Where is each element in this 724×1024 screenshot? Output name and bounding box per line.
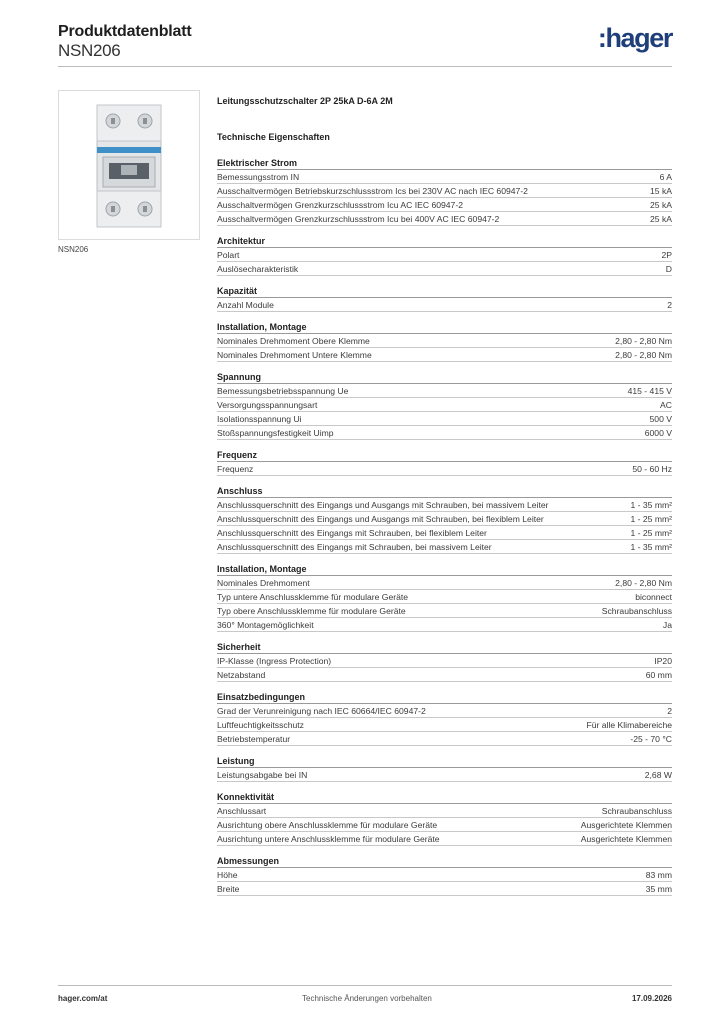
spec-label: Luftfeuchtigkeitsschutz <box>217 720 304 730</box>
spec-row <box>217 348 672 362</box>
spec-value: 2P <box>661 250 672 260</box>
section-title: Architektur <box>217 235 672 248</box>
spec-value: Schraubanschluss <box>601 806 672 816</box>
spec-label: Ausschaltvermögen Grenzkurzschlussstrom Icu bei 400V AC IEC 60947-2 <box>217 214 500 224</box>
header-divider <box>58 66 672 67</box>
spec-value: 1 - 35 mm² <box>630 500 672 510</box>
spec-value: 35 mm <box>645 884 672 894</box>
spec-value: Für alle Klimabereiche <box>586 720 672 730</box>
spec-label: Ausschaltvermögen Grenzkurzschlussstrom Icu AC IEC 60947-2 <box>217 200 463 210</box>
spec-value: -25 - 70 °C <box>630 734 672 744</box>
product-name: Leitungsschutzschalter 2P 25kA D-6A 2M <box>217 96 393 106</box>
spec-row <box>217 718 672 732</box>
circuit-breaker-illustration <box>59 91 199 239</box>
spec-value: 60 mm <box>645 670 672 680</box>
spec-value: 1 - 25 mm² <box>630 514 672 524</box>
spec-row <box>217 832 672 846</box>
spec-row <box>217 668 672 682</box>
spec-value: 6000 V <box>644 428 672 438</box>
spec-label: IP-Klasse (Ingress Protection) <box>217 656 332 666</box>
spec-label: Anzahl Module <box>217 300 274 310</box>
footer-date: 17.09.2026 <box>631 994 672 1003</box>
spec-section <box>217 563 672 632</box>
spec-row <box>217 248 672 262</box>
spec-label: Anschlussquerschnitt des Eingangs mit Schrauben, bei massivem Leiter <box>217 542 492 552</box>
spec-label: Anschlussquerschnitt des Eingangs und Ausgangs mit Schrauben, bei massivem Leiter <box>217 500 549 510</box>
logo-text: hager <box>605 23 672 53</box>
section-title: Sicherheit <box>217 641 672 654</box>
technical-properties-heading: Technische Eigenschaften <box>217 132 330 142</box>
spec-label: Nominales Drehmoment Untere Klemme <box>217 350 372 360</box>
spec-label: Bemessungsstrom IN <box>217 172 300 182</box>
spec-value: 2,80 - 2,80 Nm <box>615 350 672 360</box>
spec-row <box>217 498 672 512</box>
spec-row <box>217 462 672 476</box>
spec-row <box>217 170 672 184</box>
spec-value: 1 - 25 mm² <box>630 528 672 538</box>
spec-section <box>217 285 672 312</box>
spec-value: IP20 <box>654 656 672 666</box>
document-title: Produktdatenblatt <box>58 23 192 40</box>
spec-label: Breite <box>217 884 240 894</box>
spec-value: 50 - 60 Hz <box>632 464 672 474</box>
spec-section <box>217 371 672 440</box>
spec-row <box>217 704 672 718</box>
spec-label: Netzabstand <box>217 670 266 680</box>
spec-label: Anschlussquerschnitt des Eingangs mit Schrauben, bei flexiblem Leiter <box>217 528 487 538</box>
spec-label: Frequenz <box>217 464 254 474</box>
spec-value: 1 - 35 mm² <box>630 542 672 552</box>
spec-section <box>217 235 672 276</box>
spec-label: Anschlussquerschnitt des Eingangs und Ausgangs mit Schrauben, bei flexiblem Leiter <box>217 514 544 524</box>
spec-label: Auslösecharakteristik <box>217 264 299 274</box>
spec-section <box>217 641 672 682</box>
section-title: Anschluss <box>217 485 672 498</box>
spec-value: 25 kA <box>650 214 672 224</box>
spec-value: D <box>665 264 672 274</box>
spec-value: 500 V <box>649 414 672 424</box>
spec-row <box>217 590 672 604</box>
spec-section <box>217 157 672 226</box>
footer-divider <box>58 985 672 986</box>
spec-label: Typ untere Anschlussklemme für modulare Geräte <box>217 592 409 602</box>
image-caption: NSN206 <box>58 245 89 254</box>
spec-label: Höhe <box>217 870 238 880</box>
section-title: Installation, Montage <box>217 321 672 334</box>
spec-value: 6 A <box>659 172 672 182</box>
spec-value: 2,80 - 2,80 Nm <box>615 578 672 588</box>
product-code: NSN206 <box>58 41 121 60</box>
spec-sections <box>217 157 672 896</box>
spec-row <box>217 526 672 540</box>
spec-section <box>217 755 672 782</box>
spec-value: 15 kA <box>650 186 672 196</box>
spec-label: Grad der Verunreinigung nach IEC 60664/IEC 60947-2 <box>217 706 426 716</box>
spec-value: AC <box>660 400 672 410</box>
spec-row <box>217 618 672 632</box>
spec-value: 2,80 - 2,80 Nm <box>615 336 672 346</box>
spec-row <box>217 184 672 198</box>
spec-row <box>217 868 672 882</box>
spec-label: 360° Montagemöglichkeit <box>217 620 314 630</box>
spec-value: Ausgerichtete Klemmen <box>580 834 672 844</box>
spec-row <box>217 576 672 590</box>
product-image <box>58 90 200 240</box>
section-title: Installation, Montage <box>217 563 672 576</box>
spec-row <box>217 334 672 348</box>
spec-value: 2,68 W <box>644 770 672 780</box>
section-title: Abmessungen <box>217 855 672 868</box>
spec-row <box>217 512 672 526</box>
spec-row <box>217 732 672 746</box>
spec-label: Nominales Drehmoment <box>217 578 310 588</box>
spec-value: Ja <box>662 620 672 630</box>
spec-row <box>217 804 672 818</box>
spec-row <box>217 398 672 412</box>
spec-row <box>217 768 672 782</box>
spec-value: 415 - 415 V <box>627 386 672 396</box>
spec-label: Ausschaltvermögen Betriebskurzschlussstrom Ics bei 230V AC nach IEC 60947-2 <box>217 186 528 196</box>
section-title: Elektrischer Strom <box>217 157 672 170</box>
spec-value: Ausgerichtete Klemmen <box>580 820 672 830</box>
spec-section <box>217 485 672 554</box>
spec-section <box>217 321 672 362</box>
spec-value: 2 <box>667 706 672 716</box>
spec-row <box>217 412 672 426</box>
spec-label: Isolationsspannung Ui <box>217 414 302 424</box>
spec-value: biconnect <box>635 592 672 602</box>
spec-label: Typ obere Anschlussklemme für modulare Geräte <box>217 606 406 616</box>
spec-label: Bemessungsbetriebsspannung Ue <box>217 386 349 396</box>
spec-row <box>217 818 672 832</box>
section-title: Leistung <box>217 755 672 768</box>
spec-value: Schraubanschluss <box>601 606 672 616</box>
spec-label: Ausrichtung untere Anschlussklemme für modulare Geräte <box>217 834 440 844</box>
spec-row <box>217 298 672 312</box>
spec-label: Anschlussart <box>217 806 267 816</box>
spec-row <box>217 212 672 226</box>
spec-label: Versorgungsspannungsart <box>217 400 318 410</box>
spec-value: 25 kA <box>650 200 672 210</box>
spec-label: Betriebstemperatur <box>217 734 291 744</box>
page-header <box>58 20 672 70</box>
section-title: Kapazität <box>217 285 672 298</box>
spec-value: 83 mm <box>645 870 672 880</box>
spec-section <box>217 691 672 746</box>
spec-row <box>217 604 672 618</box>
spec-label: Nominales Drehmoment Obere Klemme <box>217 336 370 346</box>
section-title: Frequenz <box>217 449 672 462</box>
spec-label: Stoßspannungsfestigkeit Uimp <box>217 428 334 438</box>
section-title: Spannung <box>217 371 672 384</box>
footer-website: hager.com/at <box>58 994 108 1003</box>
spec-row <box>217 426 672 440</box>
hager-logo: :hager <box>597 23 672 53</box>
section-title: Einsatzbedingungen <box>217 691 672 704</box>
footer-notice: Technische Änderungen vorbehalten <box>302 994 432 1003</box>
spec-label: Polart <box>217 250 240 260</box>
spec-section <box>217 449 672 476</box>
spec-row <box>217 540 672 554</box>
spec-value: 2 <box>667 300 672 310</box>
spec-label: Leistungsabgabe bei IN <box>217 770 308 780</box>
section-title: Konnektivität <box>217 791 672 804</box>
specification-content <box>217 96 672 905</box>
spec-section <box>217 791 672 846</box>
spec-row <box>217 384 672 398</box>
spec-label: Ausrichtung obere Anschlussklemme für modulare Geräte <box>217 820 438 830</box>
spec-row <box>217 262 672 276</box>
spec-row <box>217 654 672 668</box>
spec-row <box>217 882 672 896</box>
spec-row <box>217 198 672 212</box>
spec-section <box>217 855 672 896</box>
